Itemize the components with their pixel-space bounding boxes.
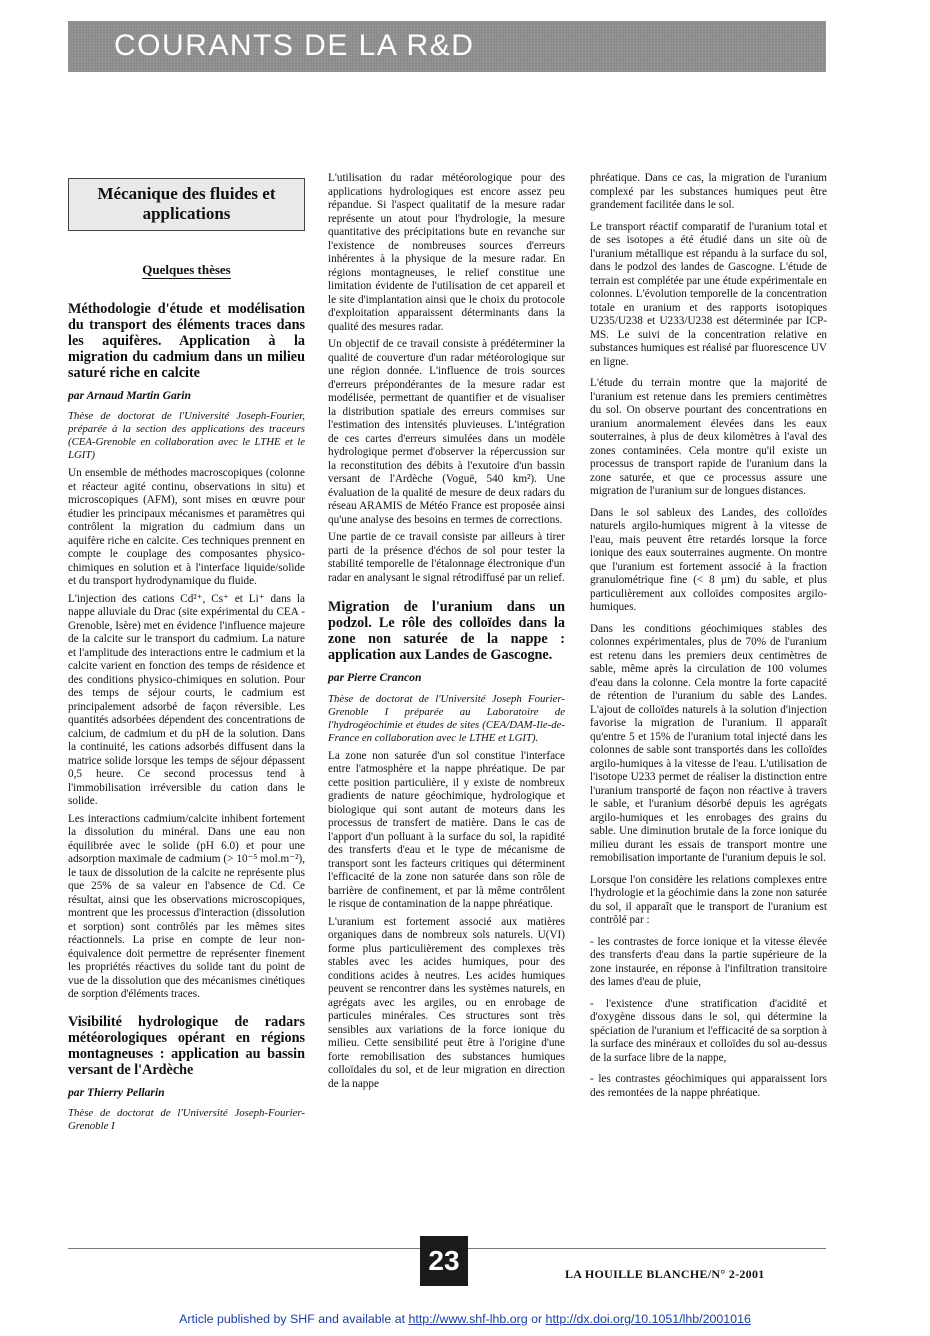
article-3-paragraph: Dans le sol sableux des Landes, des colloïdes naturels argilo-humiques migrent à la vitesse de l'eau, mais peuvent être retardés lorsque la force ionique des eaux souterraines augmente. On montre que l'uranium est fortement associé à la fraction granulométrique fine (< 8 µm) du sable, et plus particulièrement aux colloïdes composites argilo-humiques.: [590, 506, 827, 613]
article-1-author: par Arnaud Martin Garin: [68, 388, 191, 402]
article-2-paragraph: L'utilisation du radar météorologique pour des applications hydrologiques est encore assez peu répandue. Si l'aspect qualitatif de la mesure radar représente un atout pour l'hydrologie, la mesure quantitative des précipitations bute en revanche sur l'existence de nombreuses sources d'erreurs inhérentes à la physique de la mesure radar. En régions montagneuses, le relief constitue une limitation évidente de l'utilisation de cet appareil et le site d'implantation ainsi que le choix du protocole d'exploitation apparaissent déterminants dans la qualité des mesures radar.: [328, 172, 565, 333]
article-1-paragraph: Les interactions cadmium/calcite inhibent fortement la dissolution du minéral. Dans une eau non équilibrée avec le solide (pH 6.0) et pour une adsorption maximale de cadmium (> 10⁻⁵ mol.m⁻²), le taux de dissolution de la calcite ne représente plus que 25% de sa valeur en l'absence de Cd. Ce résultat, ainsi que les observations microscopiques, montrent que les processus d'interaction (dissolution et sorption) sont contrôlés par les mêmes sites réactionnels. La prise en compte de leur non-équivalence doit permettre de représenter finement les propriétés réactives du solide tant du point de vue de la dissolution que des mécanismes cinétiques de sorption d'éléments traces.: [68, 812, 305, 1000]
header-banner: [68, 21, 826, 72]
column-3: [590, 172, 827, 1104]
footer-mid: or: [527, 1312, 546, 1326]
footer-prefix: Article published by SHF and available at: [179, 1312, 409, 1326]
article-3-author: par Pierre Crancon: [328, 671, 422, 684]
banner-title: COURANTS DE LA R&D: [114, 29, 475, 62]
article-3-bullet: - les contrastes de force ionique et la vitesse élevée des transferts d'eau dans la partie supérieure de la zone instaurée, en réponse à l'infiltration transitoire des lames d'eau de pluie,: [590, 935, 827, 988]
article-3-paragraph: Lorsque l'on considère les relations complexes entre l'hydrologie et la géochimie dans la zone non saturée du sol, il apparaît que le transport de l'uranium est contrôlé par :: [590, 873, 827, 926]
article-2-paragraph: Une partie de ce travail consiste par ailleurs à tirer parti de la présence d'échos de sol pour tester la stabilité temporelle de l'étalonnage électronique d'un radar en analysant le signal rétrodiffusé par un relief.: [328, 531, 565, 584]
article-3-bullet: - l'existence d'une stratification d'acidité et d'oxygène dissous dans le sol, qui détermine la spéciation de l'uranium et l'efficacité de sa sorption à la surface des minéraux et colloïdes du sol au-dessus de la surface libre de la nappe,: [590, 997, 827, 1064]
article-3-paragraph: L'étude du terrain montre que la majorité de l'uranium est retenue dans les premiers centimètres du sol. On observe pourtant des concentrations en uranium anormalement élevées dans les eaux souterraines, à plus de deux kilomètres à l'aval des zones contaminées. Cela montre qu'il existe un processus de transport rapide de l'uranium dans la zone saturée, et que ce processus assure une migration de l'uranium sur de longues distances.: [590, 377, 827, 497]
article-1-paragraph: L'injection des cations Cd²⁺, Cs⁺ et Li⁺ dans la nappe alluviale du Drac (site expérimental du CEA - Grenoble, Isère) met en évidence l'influence majeure de la calcite sur le transport du cadmium. La nature et l'amplitude des interactions entre le cadmium et la calcite varient en fonction des temps de résidence et des conditions physico-chimiques en solution. Pour des temps de séjour courts, le cadmium est principalement adsorbé de façon réversible. Les quantités adsorbées dépendent des concentrations de calcium, de cadmium et du pH de la solution. Dans la continuité, les cations adsorbés diffusent dans la matrice solide lorsque les temps de séjour dépassent 0,5 heure. Ce second processus tend à l'immobilisation irréversible du cation dans le solide.: [68, 592, 305, 807]
article-2-title: Visibilité hydrologique de radars météorologiques opérant en régions montagneuses : application au bassin versant de l'Ardèche: [68, 1013, 305, 1078]
column-1: [68, 172, 305, 1138]
article-3-paragraph: La zone non saturée d'un sol constitue l'interface entre l'atmosphère et la nappe phréatique. De par cette position particulière, il y existe de nombreux gradients de nature géochimique, hydrologique et biologique qui sont autant de moteurs dans les processus de transfert de matière. Dans le cas de l'apport d'un polluant à la surface du sol, la rapidité des transferts d'eau et le type de mécanisme de transport sont les facteurs critiques qui déterminent l'efficacité de la zone non saturée dans son rôle de barrière de confinement, et par là même contrôlent le risque de contamination de la nappe phréatique.: [328, 749, 565, 910]
column-2: [328, 172, 565, 1095]
article-3-paragraph: Le transport réactif comparatif de l'uranium total et de ses isotopes a été étudié dans un site où de l'uranium métallique est répandu à la surface du sol, dans le podzol des landes de Gascogne. L'étude de terrain est complétée par une étude expérimentale en colonnes. L'évolution temporelle de la concentration totale en uranium et des rapports isotopiques U235/U238 et U233/U238 est déterminée par ICP-MS. Le suivi de la concentration relative en substances humiques est réalisé par fluorescence UV en ligne.: [590, 220, 827, 368]
article-2-paragraph: Un objectif de ce travail consiste à prédéterminer la qualité de couverture d'un radar météorologique sur une région donnée. L'influence de trois sources d'erreurs prépondérantes de la mesure radar est modélisée, permettant de quantifier et de visualiser la distribution spatiale des erreurs commises sur l'estimation des intensités pluvieuses. L'intégration de ces cartes d'erreurs simulées dans un modèle hydrologique permet d'observer la répercussion sur la reconstitution des débits à l'exutoire d'un bassin versant de l'Ardèche (Voguë, 540 km²). Une évaluation de la qualité de mesure de deux radars du réseau ARAMIS de Météo France est proposée ainsi qu'une analyse des besoins en termes de corrections.: [328, 338, 565, 526]
page-number: 23: [420, 1236, 468, 1286]
shf-link[interactable]: http://www.shf-lhb.org: [408, 1312, 528, 1326]
doi-link[interactable]: http://dx.doi.org/10.1051/lhb/2001016: [545, 1312, 751, 1326]
subheading: [68, 263, 305, 277]
article-1-title: Méthodologie d'étude et modélisation du transport des éléments traces dans les aquifères. Application à la migration du cadmium dans un milieu saturé riche en calcite: [68, 300, 305, 381]
article-3-paragraph: Dans les conditions géochimiques stables des colonnes expérimentales, plus de 70% de l'uranium est retenu dans les premiers deux centimètres de sable, même après la circulation de 100 volumes d'eau dans la colonne. Cela montre la forte capacité de rétention de l'uranium du sable des Landes. L'ajout de colloïdes naturels à la solution d'injection favorise la migration de l'uranium. Il apparaît qu'entre 5 et 15% de l'uranium total injecté dans les colonnes de sable sont transportés dans les colloïdes argilo-humiques à la vitesse de l'eau. L'utilisation de l'isotope U233 permet de réaliser la distinction entre l'uranium transporté de façon non réactive à travers le sable, et l'uranium désorbé depuis les agrégats argilo-humiques et les enrobages des grains du sable. Une diminution brutale de la force ionique du milieu durant les essais de transport montre une remobilisation importante de l'uranium depuis le sol.: [590, 622, 827, 864]
section-title: Mécanique des fluides et applications: [68, 178, 305, 231]
subheading-text: Quelques thèses: [142, 262, 231, 277]
article-3-title: Migration de l'uranium dans un podzol. Le rôle des colloïdes dans la zone non saturée de la nappe : application aux Landes de Gascogne.: [328, 599, 565, 663]
publication-footer: [0, 1312, 930, 1326]
article-2-thesis: Thèse de doctorat de l'Université Joseph-Fourier-Grenoble I: [68, 1107, 305, 1132]
article-3-bullet: - les contrastes géochimiques qui apparaissent lors des remontées de la nappe phréatique.: [590, 1073, 827, 1099]
article-3-paragraph: phréatique. Dans ce cas, la migration de l'uranium complexé par les substances humiques peut être grandement facilitée dans le sol.: [590, 172, 827, 211]
article-1-paragraph: Un ensemble de méthodes macroscopiques (colonne et réacteur agité continu, observations in situ) et microscopiques (AFM), sont mises en œuvre pour étudier les principaux mécanismes et paramètres qui contrôlent la migration du cadmium dans un aquifère riche en calcite. Ces techniques prennent en compte le couplage des composantes physico-chimiques en solution et à l'interface liquide/solide et du transport hydrodynamique du fluide.: [68, 467, 305, 587]
journal-reference: LA HOUILLE BLANCHE/N° 2-2001: [565, 1267, 765, 1281]
article-2-author: par Thierry Pellarin: [68, 1085, 165, 1099]
article-3-paragraph: L'uranium est fortement associé aux matières organiques dans de nombreux sols naturels. U(VI) forme plus particulièrement des complexes très stables avec les acides humiques, pour des conditions acides à neutres. Les acides humiques peuvent se rencontrer dans les systèmes naturels, en agrégats avec les argiles, ou en enrobage de particules minérales. Ces structures sont très sensibles aux variations de la force ionique du milieu. Cette sensibilité peut être à l'origine d'une forte remobilisation des substances humiques colloïdales du sol, et de leur migration en direction de la nappe: [328, 915, 565, 1090]
article-1-thesis: Thèse de doctorat de l'Université Joseph-Fourier, préparée à la section des applications des traceurs (CEA-Grenoble en collaboration avec le LTHE et le LGIT): [68, 410, 305, 461]
article-3-thesis: Thèse de doctorat de l'Université Joseph Fourier-Grenoble I préparée au Laboratoire de l'hydrogéochimie et études de sites (CEA/DAM-Ile-de-France en collaboration avec le LTHE et LGIT).: [328, 692, 565, 744]
